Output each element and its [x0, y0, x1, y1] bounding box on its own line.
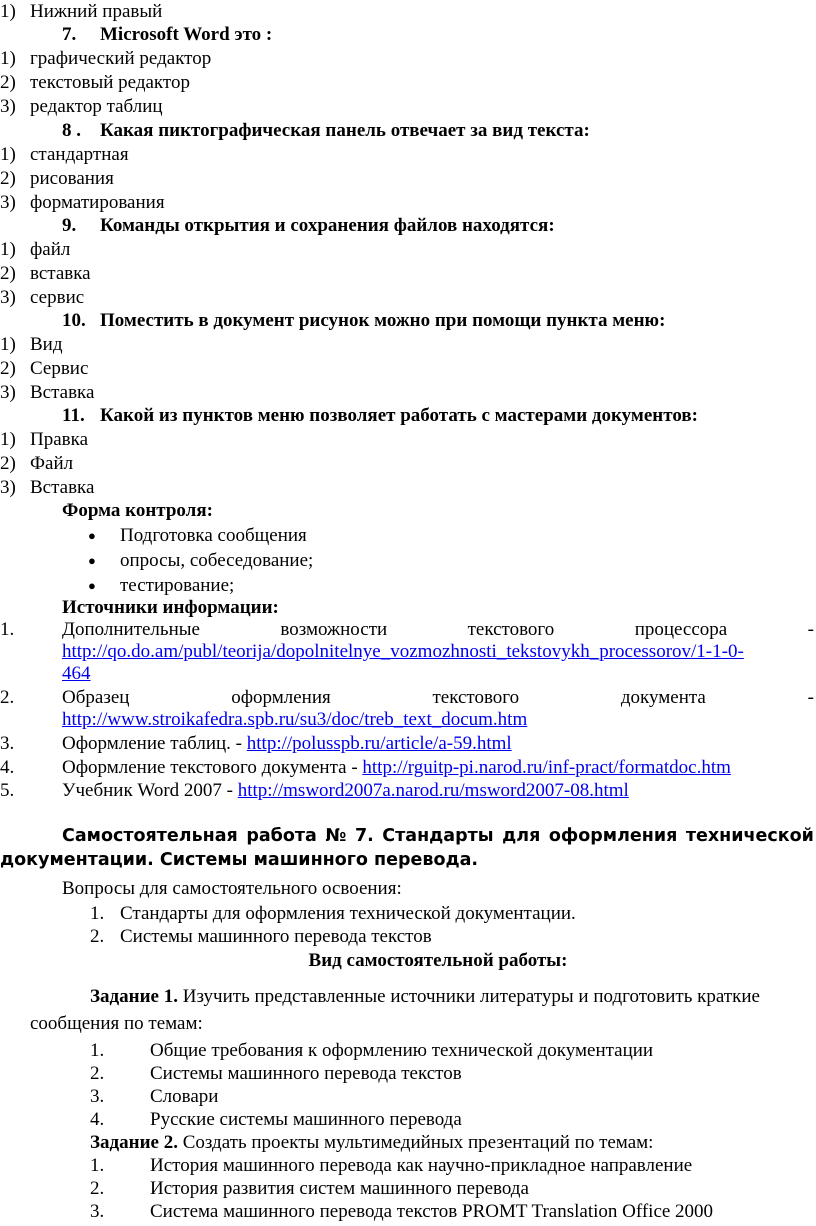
- list-item: 1) Нижний правый: [0, 1, 163, 22]
- list-item: 1. История машинного перевода как научно-прикладное направление: [90, 1155, 693, 1176]
- control-heading: Форма контроля:: [62, 500, 213, 521]
- list-item: 3) Вставка: [0, 477, 95, 498]
- list-item: 1. Стандарты для оформления технической документации.: [90, 903, 576, 924]
- list-item: 2) рисования: [0, 168, 114, 189]
- task1-cont: сообщения по темам:: [30, 1013, 203, 1034]
- bullet-icon: ●: [88, 578, 96, 593]
- list-item: 1) файл: [0, 239, 71, 260]
- kind-heading: Вид самостоятельной работы:: [308, 950, 568, 971]
- list-item: 2) вставка: [0, 263, 91, 284]
- list-item: 2) текстовый редактор: [0, 72, 190, 93]
- bullet-item: ● Подготовка сообщения: [88, 525, 307, 546]
- source-item: 5. Учебник Word 2007 - http://msword2007a.narod.ru/msword2007-08.html: [0, 780, 629, 801]
- source-item: 1. Дополнительные возможности текстового процессора -: [0, 619, 814, 640]
- list-item: 2. Системы машинного перевода текстов: [90, 1063, 462, 1084]
- list-item: 3) Вставка: [0, 382, 95, 403]
- source-link[interactable]: http://msword2007a.narod.ru/msword2007-08.html: [237, 780, 629, 801]
- source-item: 3. Оформление таблиц. - http://polusspb.ru/article/a-59.html: [0, 733, 512, 754]
- question-7-title: 7. Microsoft Word это :: [62, 24, 273, 45]
- source-link[interactable]: http://rguitp-pi.narod.ru/inf-pract/formatdoc.htm: [362, 757, 731, 778]
- question-9-title: 9. Команды открытия и сохранения файлов находятся:: [62, 215, 555, 236]
- list-item: 3. Словари: [90, 1086, 219, 1107]
- list-item: 1) графический редактор: [0, 48, 212, 69]
- list-item: 1. Общие требования к оформлению технической документации: [90, 1040, 654, 1061]
- task1: Задание 1. Изучить представленные источники литературы и подготовить краткие: [90, 986, 760, 1007]
- bullet-icon: ●: [88, 553, 96, 568]
- list-item: 2) Сервис: [0, 358, 89, 379]
- list-item: 3) сервис: [0, 287, 85, 308]
- task2: Задание 2. Создать проекты мультимедийных презентаций по темам:: [90, 1132, 654, 1153]
- list-item: 4. Русские системы машинного перевода: [90, 1109, 462, 1130]
- question-10-title: 10. Поместить в документ рисунок можно при помощи пункта меню:: [62, 310, 666, 331]
- list-item: 2) Файл: [0, 453, 74, 474]
- question-8-title: 8 . Какая пиктографическая панель отвечает за вид текста:: [62, 120, 590, 141]
- bullet-item: ● тестирование;: [88, 575, 235, 596]
- list-item: 3) редактор таблиц: [0, 96, 163, 117]
- list-item: 2. Системы машинного перевода текстов: [90, 926, 432, 947]
- list-item: 2. История развития систем машинного перевода: [90, 1178, 529, 1199]
- questions-label: Вопросы для самостоятельного освоения:: [62, 878, 402, 899]
- sources-heading: Источники информации:: [62, 597, 279, 618]
- source-link[interactable]: http://polusspb.ru/article/a-59.html: [246, 733, 512, 754]
- section-title-line2: документации. Системы машинного перевода.: [0, 850, 479, 870]
- list-item: 1) стандартная: [0, 144, 129, 165]
- list-item: 3) форматирования: [0, 192, 165, 213]
- list-item: 1) Правка: [0, 429, 89, 450]
- source-link[interactable]: http://qo.do.am/publ/teorija/dopolnitelnye_vozmozhnosti_tekstovykh_processorov/1-1-0-: [62, 641, 744, 662]
- list-item: 3. Система машинного перевода текстов PROMT Translation Office 2000: [90, 1201, 714, 1222]
- source-link[interactable]: http://www.stroikafedra.spb.ru/su3/doc/treb_text_docum.htm: [62, 709, 528, 730]
- section-title: Самостоятельная работа № 7. Стандарты для оформления технической: [62, 826, 814, 846]
- source-item: 4. Оформление текстового документа - http://rguitp-pi.narod.ru/inf-pract/formatdoc.htm: [0, 757, 731, 778]
- question-11-title: 11. Какой из пунктов меню позволяет работать с мастерами документов:: [62, 405, 698, 426]
- bullet-icon: ●: [88, 528, 96, 543]
- source-item: 2. Образец оформления текстового документа -: [0, 687, 814, 708]
- list-item: 1) Вид: [0, 334, 63, 355]
- bullet-item: ● опросы, собеседование;: [88, 550, 314, 571]
- source-link-cont[interactable]: 464: [62, 663, 91, 684]
